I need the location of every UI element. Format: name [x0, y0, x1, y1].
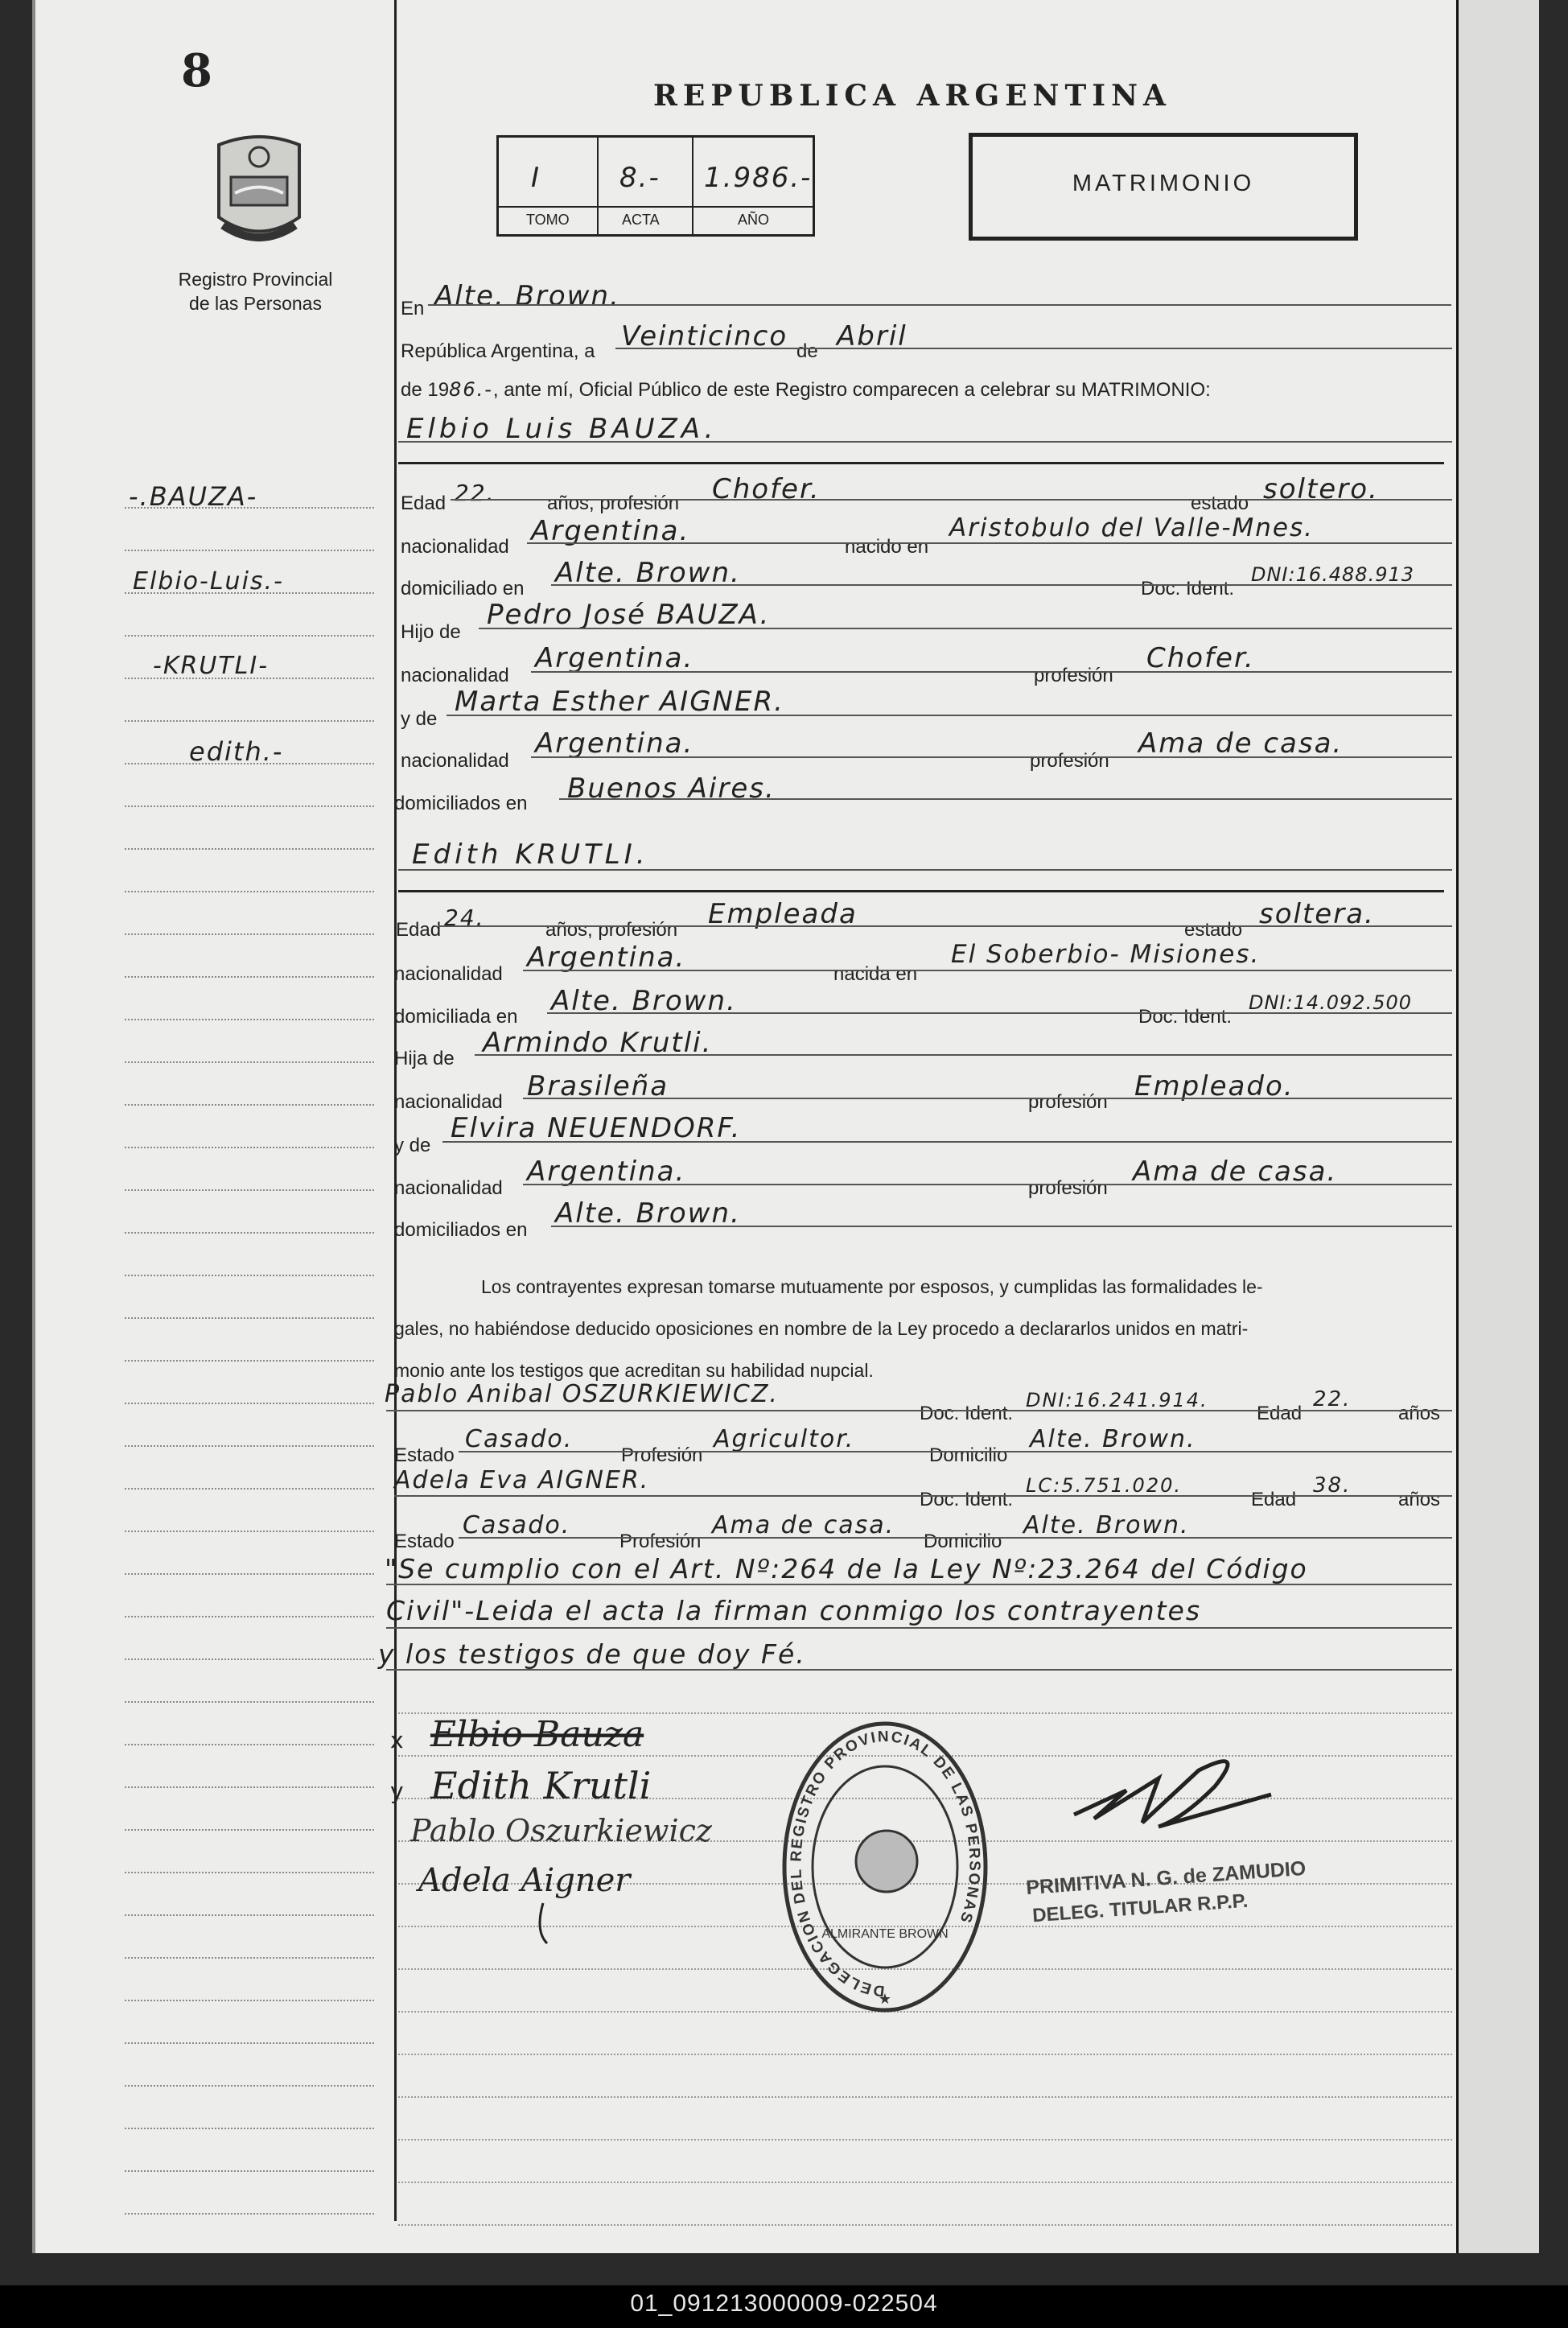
witness1-profesion: Agricultor.: [714, 1425, 855, 1453]
margin-dotted-line: [125, 2170, 374, 2172]
province-seal-icon: [203, 129, 315, 249]
groom-doms-label: domiciliados en: [394, 793, 528, 814]
bride-nacida-label: nacida en: [833, 963, 918, 985]
country-title: REPUBLICA ARGENTINA: [653, 79, 1171, 113]
bride-profesion: Empleada: [708, 898, 858, 930]
tomo-label: TOMO: [526, 212, 570, 228]
margin-note-names: Elbio-Luis.-: [133, 567, 284, 595]
bride-doc: DNI:14.092.500: [1249, 991, 1413, 1014]
republic-label: República Argentina, a: [401, 340, 595, 362]
ruled-line: [398, 2054, 1452, 2055]
tomo-value: I: [531, 162, 541, 194]
margin-dotted-line: [125, 2213, 374, 2215]
bride-madre-nac-label: nacionalidad: [394, 1177, 503, 1199]
bride-padre-nac: Brasileña: [527, 1070, 669, 1102]
ruled-line: [398, 2224, 1452, 2226]
groom-doc-label: Doc. Ident.: [1141, 578, 1235, 600]
stamp-inner: ALMIRANTE BROWN: [821, 1927, 949, 1941]
witness1-estado-label: Estado: [394, 1444, 455, 1466]
bride-domicilio: Alte. Brown.: [551, 985, 737, 1017]
groom-padre-nac-label: nacionalidad: [401, 665, 509, 686]
witness2-anios-label: años: [1398, 1489, 1441, 1510]
margin-dotted-line: [125, 2000, 374, 2001]
bride-doms-label: domiciliados en: [394, 1219, 528, 1241]
witness2-profesion: Ama de casa.: [712, 1511, 895, 1539]
official-signature: [1062, 1746, 1327, 1851]
margin-dotted-line: [125, 2128, 374, 2129]
place: Alte. Brown.: [434, 280, 620, 312]
signature-witness2-text: Adela Aigner: [418, 1862, 631, 1899]
bride-name: Edith KRUTLI.: [412, 838, 649, 871]
groom-estado: soltero.: [1263, 473, 1379, 505]
witness1-dom-label: Domicilio: [929, 1444, 1008, 1466]
margin-dotted-line: [125, 635, 374, 637]
margin-dotted-line: [125, 550, 374, 551]
bride-nacionalidad: Argentina.: [527, 942, 686, 974]
margin-dotted-line: [125, 1573, 374, 1575]
margin-dotted-line: [125, 1701, 374, 1703]
record-type: MATRIMONIO: [1072, 171, 1255, 196]
groom-nacido: Aristobulo del Valle-Mnes.: [949, 513, 1314, 542]
witness1-estado: Casado.: [465, 1425, 574, 1453]
groom-yde-label: y de: [401, 708, 438, 730]
margin-dotted-line: [125, 1061, 374, 1063]
witness2-prof-label: Profesión: [619, 1531, 702, 1552]
notes-line3: y los testigos de que doy Fé.: [378, 1638, 806, 1670]
notes-line2: Civil"-Leida el acta la firman conmigo los contrayentes: [386, 1595, 1202, 1626]
ruled-line: [398, 2139, 1452, 2141]
margin-dotted-line: [125, 1616, 374, 1617]
margin-dotted-line: [125, 1189, 374, 1191]
groom-madre: Marta Esther AIGNER.: [455, 686, 784, 718]
signature-witness1-text: Pablo Oszurkiewicz: [410, 1813, 712, 1848]
year-line: [401, 378, 1211, 402]
groom-nacionalidad: Argentina.: [531, 515, 690, 547]
tomo-acta-anio-box: [496, 135, 815, 237]
ruled-line: [398, 2096, 1452, 2098]
witness1-name: Pablo Anibal OSZURKIEWICZ.: [385, 1380, 779, 1408]
margin-dotted-line: [125, 1829, 374, 1831]
svg-text:x: x: [390, 1727, 404, 1753]
margin-dotted-line: [125, 1872, 374, 1873]
witness1-edad: 22.: [1313, 1387, 1352, 1411]
groom-madre-nac: Argentina.: [535, 727, 694, 760]
groom-madre-nac-label: nacionalidad: [401, 750, 509, 772]
margin-dotted-line: [125, 1744, 374, 1745]
bride-hija-label: Hija de: [394, 1048, 455, 1069]
bride-padres-dom: Alte. Brown.: [555, 1197, 741, 1230]
declaration-line3: monio ante los testigos que acreditan su habilidad nupcial.: [394, 1360, 874, 1381]
bride-anios-label: años, profesión: [545, 919, 678, 941]
record-type-box: [969, 133, 1358, 241]
margin-dotted-line: [125, 891, 374, 892]
witness2-doc: LC:5.751.020.: [1026, 1474, 1182, 1497]
margin-dotted-line: [125, 1531, 374, 1532]
margin-dotted-line: [125, 848, 374, 850]
witness1-edad-label: Edad: [1257, 1403, 1303, 1424]
witness2-dom-label: Domicilio: [924, 1531, 1002, 1552]
official-name: PRIMITIVA N. G. de ZAMUDIO: [1025, 1856, 1307, 1900]
margin-dotted-line: [125, 1914, 374, 1916]
groom-padres-dom: Buenos Aires.: [567, 773, 776, 805]
de-label: de: [796, 340, 818, 362]
bride-yde-label: y de: [394, 1135, 431, 1156]
groom-dom-label: domiciliado en: [401, 578, 525, 600]
margin-dotted-line: [125, 1658, 374, 1660]
groom-name: Elbio Luis BAUZA.: [406, 413, 718, 445]
acta-label: ACTA: [622, 212, 660, 228]
margin-dotted-line: [125, 1232, 374, 1234]
groom-nacido-label: nacido en: [845, 536, 929, 558]
groom-doc: DNI:16.488.913: [1251, 563, 1415, 586]
witness1-domicilio: Alte. Brown.: [1030, 1425, 1196, 1453]
margin-note-surname: -.BAUZA-: [129, 481, 258, 512]
bride-doc-label: Doc. Ident.: [1138, 1006, 1233, 1028]
bride-madre: Elvira NEUENDORF.: [451, 1112, 742, 1144]
registry-line1: Registro Provincial: [178, 269, 333, 290]
bride-padre-prof-label: profesión: [1028, 1091, 1108, 1113]
bride-padre-prof: Empleado.: [1134, 1070, 1294, 1102]
bride-padre-nac-label: nacionalidad: [394, 1091, 503, 1113]
acta-value: 8.-: [619, 162, 661, 194]
witness1-prof-label: Profesión: [621, 1444, 703, 1466]
bride-madre-prof: Ama de casa.: [1133, 1156, 1338, 1188]
margin-dotted-line: [125, 1317, 374, 1319]
groom-domicilio: Alte. Brown.: [555, 557, 741, 589]
bride-edad-label: Edad: [396, 919, 442, 941]
declaration-line1: Los contrayentes expresan tomarse mutuamente por esposos, y cumplidas las formalidades le-: [481, 1276, 1263, 1297]
witness2-domicilio: Alte. Brown.: [1023, 1511, 1190, 1539]
registry-stamp-icon: [780, 1720, 990, 2014]
witness2-estado-label: Estado: [394, 1531, 455, 1552]
margin-note-surname2: -KRUTLI-: [153, 652, 270, 680]
notes-line1: "Se cumplio con el Art. Nº:264 de la Ley Nº:23.264 del Código: [385, 1553, 1308, 1584]
margin-dotted-line: [125, 2042, 374, 2044]
bride-madre-nac: Argentina.: [527, 1156, 686, 1188]
groom-nac-label: nacionalidad: [401, 536, 509, 558]
witness2-edad: 38.: [1313, 1473, 1352, 1498]
margin-dotted-line: [125, 1360, 374, 1362]
year-prefix: de 19: [401, 379, 450, 401]
registry-line2: de las Personas: [189, 293, 322, 314]
witness2-edad-label: Edad: [1251, 1489, 1297, 1510]
margin-dotted-line: [125, 806, 374, 807]
witness1-doc-label: Doc. Ident.: [920, 1403, 1014, 1424]
intro-text: , ante mí, Oficial Público de este Registro comparecen a celebrar su MATRIMONIO:: [492, 379, 1211, 401]
signature-witness2: [414, 1843, 656, 1947]
groom-anios-label: años, profesión: [547, 492, 680, 514]
bride-estado: soltera.: [1259, 898, 1375, 930]
margin-dotted-line: [125, 976, 374, 978]
scan-id: 01_091213000009-022504: [630, 2290, 938, 2317]
anio-value: 1.986.-: [704, 162, 813, 194]
margin-dotted-line: [125, 2085, 374, 2087]
anio-label: AÑO: [738, 212, 770, 228]
witness1-anios-label: años: [1398, 1403, 1441, 1424]
margin-dotted-line: [125, 1445, 374, 1447]
groom-edad: 22.: [455, 480, 496, 506]
groom-madre-prof: Ama de casa.: [1138, 727, 1344, 760]
margin-dotted-line: [125, 1104, 374, 1106]
margin-dotted-line: [125, 933, 374, 935]
bride-estado-label: estado: [1184, 919, 1243, 941]
official-title: DELEG. TITULAR R.P.P.: [1031, 1889, 1249, 1927]
declaration: [394, 1266, 1263, 1391]
witness2-estado: Casado.: [463, 1511, 571, 1539]
day: Veinticinco: [621, 320, 788, 352]
groom-edad-label: Edad: [401, 492, 447, 514]
witness1-doc: DNI:16.241.914.: [1026, 1389, 1208, 1411]
month: Abril: [837, 320, 907, 352]
bride-padre: Armindo Krutli.: [483, 1027, 713, 1059]
margin-dotted-line: [125, 720, 374, 722]
signature-groom-text: Elbio Bauza: [430, 1714, 644, 1755]
ruled-line: [398, 2182, 1452, 2183]
margin-dotted-line: [125, 1488, 374, 1490]
groom-estado-label: estado: [1191, 492, 1249, 514]
margin-dotted-line: [125, 1403, 374, 1404]
en-label: En: [401, 298, 425, 319]
binding-strip: [1456, 0, 1539, 2253]
groom-hijo-label: Hijo de: [401, 621, 461, 643]
signature-bride-text: Edith Krutli: [430, 1764, 652, 1807]
margin-dotted-line: [125, 1957, 374, 1959]
margin-note-name2: edith.-: [189, 736, 284, 767]
margin-dotted-line: [125, 1019, 374, 1020]
bride-nacida: El Soberbio- Misiones.: [951, 940, 1261, 969]
witness2-name: Adela Eva AIGNER.: [394, 1466, 650, 1494]
groom-madre-prof-label: profesión: [1030, 750, 1109, 772]
svg-text:★: ★: [878, 1991, 892, 2007]
margin-dotted-line: [125, 1786, 374, 1788]
registry-label: [145, 267, 366, 315]
margin-dotted-line: [125, 1147, 374, 1148]
groom-padre: Pedro José BAUZA.: [487, 599, 771, 631]
witness2-doc-label: Doc. Ident.: [920, 1489, 1014, 1510]
margin-dotted-line: [125, 1275, 374, 1276]
page-number: 8: [181, 44, 212, 97]
bride-nac-label: nacionalidad: [394, 963, 503, 985]
declaration-line2: gales, no habiéndose deducido oposiciones en nombre de la Ley procedo a declararlos unidos en matri-: [394, 1318, 1249, 1339]
svg-text:y: y: [390, 1778, 404, 1804]
bride-madre-prof-label: profesión: [1028, 1177, 1108, 1199]
bride-edad: 24.: [444, 904, 485, 931]
year-suffix: 86.-: [449, 378, 493, 401]
groom-padre-nac: Argentina.: [535, 642, 694, 674]
stamp-text: DELEGACION DEL REGISTRO PROVINCIAL DE LAS PERSONAS: [788, 1728, 983, 2000]
left-border: [32, 0, 35, 2253]
groom-padre-prof-label: profesión: [1034, 665, 1113, 686]
bride-dom-label: domiciliada en: [394, 1006, 518, 1028]
groom-profesion: Chofer.: [712, 473, 821, 505]
groom-padre-prof: Chofer.: [1146, 642, 1255, 674]
